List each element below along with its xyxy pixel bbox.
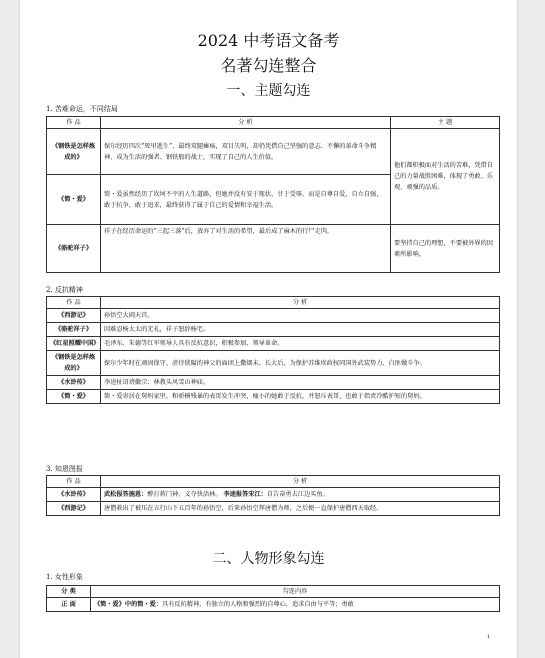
table-row xyxy=(47,351,500,376)
header-cell: 勾连内容 xyxy=(91,586,500,598)
table-header-row xyxy=(47,586,500,598)
document-title-line1: 2024 中考语文备考 xyxy=(197,31,340,50)
book-title: 《钢铁是怎样炼成的》 xyxy=(47,129,101,175)
table-suffering xyxy=(46,116,500,273)
book-title: 《简・爱》 xyxy=(47,390,101,404)
table-row xyxy=(47,129,500,175)
analysis-text xyxy=(101,488,500,502)
table-row xyxy=(47,598,500,612)
header-cell: 分 类 xyxy=(47,586,91,598)
table-row xyxy=(47,337,500,351)
analysis-text: 唐僧救出了被压在五行山下五百年的孙悟空，后来孙悟空拜唐僧为师，之后便一直保护唐僧西天取经。 xyxy=(101,502,500,516)
header-cell: 分 析 xyxy=(101,117,391,129)
analysis-text: 孙悟空大闹天宫。 xyxy=(101,309,500,323)
document-page xyxy=(20,0,517,658)
link-content xyxy=(91,598,500,612)
subheading-resistance: 2. 反抗精神 xyxy=(46,286,83,294)
analysis-text: 简・爱虽然经历了坎坷不平的人生道路，但她并没有安于现状、甘于受辱，而是自尊自爱，自立自强，敢于抗争，敢于追求，最终获得了属于自己的爱情和幸福生活。 xyxy=(101,175,391,225)
section-heading-characters: 二、人物形象勾连 xyxy=(212,551,325,567)
book-title: 《骆驼祥子》 xyxy=(47,225,101,273)
subheading-gratitude: 3. 知恩图报 xyxy=(46,465,83,473)
book-title: 《西游记》 xyxy=(47,502,101,516)
table-female xyxy=(46,585,500,612)
analysis-text: 祥子在经历命运的“三起三落”后，放弃了对生活的希望，最后成了麻木的行尸走肉。 xyxy=(101,225,391,273)
analysis-text: 李逵扯诏谤徽宗；林教头风雪山神庙。 xyxy=(101,376,500,390)
header-cell: 作 品 xyxy=(47,117,101,129)
analysis-text: 保尔经历四次“死里逃生”，最终双腿瘫痪，双目失明，却仍凭借自己坚强的意志、不懈的革命斗争精神，成为生活的强者、钢铁般的战士，实现了自己的人生价值。 xyxy=(101,129,391,175)
book-title: 《简・爱》 xyxy=(47,175,101,225)
analysis-text: 简・爱寄居在舅妈家里，和骄横残暴的表哥发生冲突，瘦小的她敢于反抗，并怒斥表哥，也敢于指责冷酷护短的舅妈。 xyxy=(101,390,500,404)
table-header-row xyxy=(47,117,500,129)
category-cell: 正 面 xyxy=(47,598,91,612)
table-row xyxy=(47,225,500,273)
header-cell: 主 题 xyxy=(391,117,500,129)
book-title: 《西游记》 xyxy=(47,309,101,323)
analysis-text: 毛泽东、朱德等红军领导人具有反抗意识，积极参加、领导革命。 xyxy=(101,337,500,351)
table-row xyxy=(47,376,500,390)
header-cell: 作 品 xyxy=(47,297,101,309)
table-row xyxy=(47,390,500,404)
table-row xyxy=(47,309,500,323)
table-row xyxy=(47,323,500,337)
table-header-row xyxy=(47,297,500,309)
content-text: 具有反抗精神，有独立的人格和强烈的自尊心，追求自由与平等；勇敢 xyxy=(162,601,354,608)
header-cell: 分 析 xyxy=(101,297,500,309)
section-heading-theme: 一、主题勾连 xyxy=(226,83,311,99)
book-title: 《红星照耀中国》 xyxy=(47,337,101,351)
analysis-fragment: 自告奋勇去江边买鱼。 xyxy=(266,491,329,498)
subheading-suffering: 1. 苦难命运，不同结局 xyxy=(46,105,118,113)
analysis-text: 因难忍杨太太的无礼，祥子怒辞杨宅。 xyxy=(101,323,500,337)
theme-text: 他们都积极面对生活的苦难，凭借自己的力量战胜困难，体现了勇敢、乐观、顽强的品质。 xyxy=(391,129,500,225)
key-phrase: 《简・爱》中的简・爱： xyxy=(94,601,163,608)
book-title: 《水浒传》 xyxy=(47,376,101,390)
page-number: 1 xyxy=(487,634,491,640)
analysis-text: 保尔少年时在顽固保守、虐待狭隘的神父的面团上撒烟末。长大后，为保护苏维埃政权同国外武装势力、白匪做斗争。 xyxy=(101,351,500,376)
table-gratitude xyxy=(46,475,500,516)
subheading-female: 1. 女性形象 xyxy=(46,573,83,581)
document-title-line2: 名著勾连整合 xyxy=(220,56,317,75)
theme-text: 要坚持自己的理想，不要被外界的因素所影响。 xyxy=(391,225,500,273)
table-header-row xyxy=(47,476,500,488)
table-row xyxy=(47,488,500,502)
key-phrase: 武松报答施恩： xyxy=(104,491,148,498)
book-title: 《骆驼祥子》 xyxy=(47,323,101,337)
table-row xyxy=(47,502,500,516)
analysis-fragment: 醉打蒋门神，义夺快活林。 xyxy=(147,491,222,498)
header-cell: 分 析 xyxy=(101,476,500,488)
table-resistance xyxy=(46,296,500,404)
book-title: 《水浒传》 xyxy=(47,488,101,502)
key-phrase: 李逵报答宋江： xyxy=(223,491,267,498)
header-cell: 作 品 xyxy=(47,476,101,488)
book-title: 《钢铁是怎样炼成的》 xyxy=(47,351,101,376)
